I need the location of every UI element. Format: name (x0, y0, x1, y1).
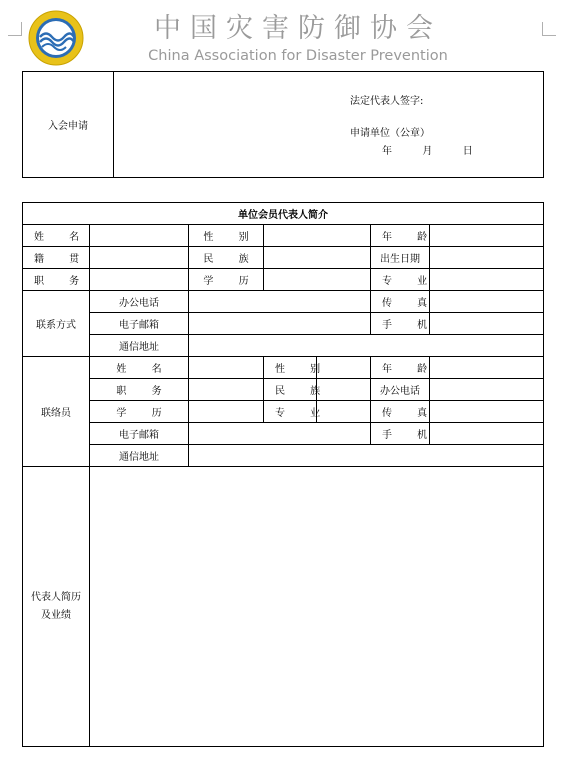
major-label: 专 业 (371, 269, 430, 291)
application-label: 入会申请 (23, 72, 114, 178)
unit-seal-label: 申请单位（公章） (350, 128, 430, 139)
liaison-name-label: 姓 名 (90, 357, 189, 379)
date-year: 年 (382, 146, 392, 157)
native-place-value-cell[interactable] (90, 247, 189, 269)
liaison-fax-value-cell[interactable] (430, 401, 544, 423)
liaison-address-label: 通信地址 (90, 445, 189, 467)
position-label: 职 务 (23, 269, 90, 291)
address-value-cell[interactable] (189, 335, 544, 357)
fax-label: 传 真 (371, 291, 430, 313)
representative-table (22, 202, 544, 747)
mobile-label: 手 机 (371, 313, 430, 335)
date-month: 月 (422, 146, 433, 157)
name-label: 姓 名 (23, 225, 90, 247)
gender-value-cell[interactable] (264, 225, 371, 247)
signature-label: 法定代表人签字: (350, 96, 424, 107)
education-value-cell[interactable] (264, 269, 371, 291)
email-value-cell[interactable] (189, 313, 371, 335)
application-table (22, 71, 544, 178)
liaison-email-label: 电子邮箱 (90, 423, 189, 445)
major-value-cell[interactable] (430, 269, 544, 291)
liaison-ethnicity-label: 民 族 (264, 379, 317, 401)
resume-label-line1: 代表人简历 (31, 591, 81, 603)
native-place-label: 籍 贯 (23, 247, 90, 269)
cadp-logo (28, 10, 84, 66)
resume-label-line2: 及业绩 (41, 609, 71, 621)
office-phone-label: 办公电话 (90, 291, 189, 313)
liaison-age-value-cell[interactable] (430, 357, 544, 379)
birth-date-label: 出生日期 (371, 247, 430, 269)
association-title-cn: 中国灾害防御协会 (154, 13, 442, 44)
liaison-position-label: 职 务 (90, 379, 189, 401)
liaison-education-value-cell[interactable] (189, 401, 264, 423)
ethnicity-label: 民 族 (189, 247, 264, 269)
name-value-cell[interactable] (90, 225, 189, 247)
date-day: 日 (462, 146, 473, 157)
age-value-cell[interactable] (430, 225, 544, 247)
form-title: 单位会员代表人简介 (23, 203, 544, 225)
liaison-position-value-cell[interactable] (189, 379, 264, 401)
gender-label: 性 别 (189, 225, 264, 247)
resume-value-cell[interactable] (90, 467, 544, 747)
age-label: 年 龄 (371, 225, 430, 247)
liaison-name-value-cell[interactable] (189, 357, 264, 379)
association-title-en: China Association for Disaster Prevention (148, 48, 448, 64)
mobile-value-cell[interactable] (430, 313, 544, 335)
ethnicity-value-cell[interactable] (264, 247, 371, 269)
liaison-fax-label: 传 真 (371, 401, 430, 423)
liaison-mobile-value-cell[interactable] (430, 423, 544, 445)
liaison-education-label: 学 历 (90, 401, 189, 423)
email-label: 电子邮箱 (90, 313, 189, 335)
resume-label (23, 467, 90, 747)
liaison-email-value-cell[interactable] (189, 423, 371, 445)
liaison-age-label: 年 龄 (371, 357, 430, 379)
liaison-mobile-label: 手 机 (371, 423, 430, 445)
liaison-gender-label: 性 别 (264, 357, 317, 379)
liaison-office-phone-label: 办公电话 (371, 379, 430, 401)
position-value-cell[interactable] (90, 269, 189, 291)
liaison-group-label: 联络员 (23, 357, 90, 467)
liaison-office-phone-value-cell[interactable] (430, 379, 544, 401)
page-corner-mark-right (542, 22, 556, 36)
application-sign-area[interactable] (114, 72, 544, 178)
address-label: 通信地址 (90, 335, 189, 357)
liaison-major-label: 专 业 (264, 401, 317, 423)
education-label: 学 历 (189, 269, 264, 291)
contact-group-label: 联系方式 (23, 291, 90, 357)
date-line (382, 142, 473, 157)
liaison-address-value-cell[interactable] (189, 445, 544, 467)
office-phone-value-cell[interactable] (189, 291, 371, 313)
birth-date-value-cell[interactable] (430, 247, 544, 269)
page-corner-mark-left (8, 22, 22, 36)
fax-value-cell[interactable] (430, 291, 544, 313)
